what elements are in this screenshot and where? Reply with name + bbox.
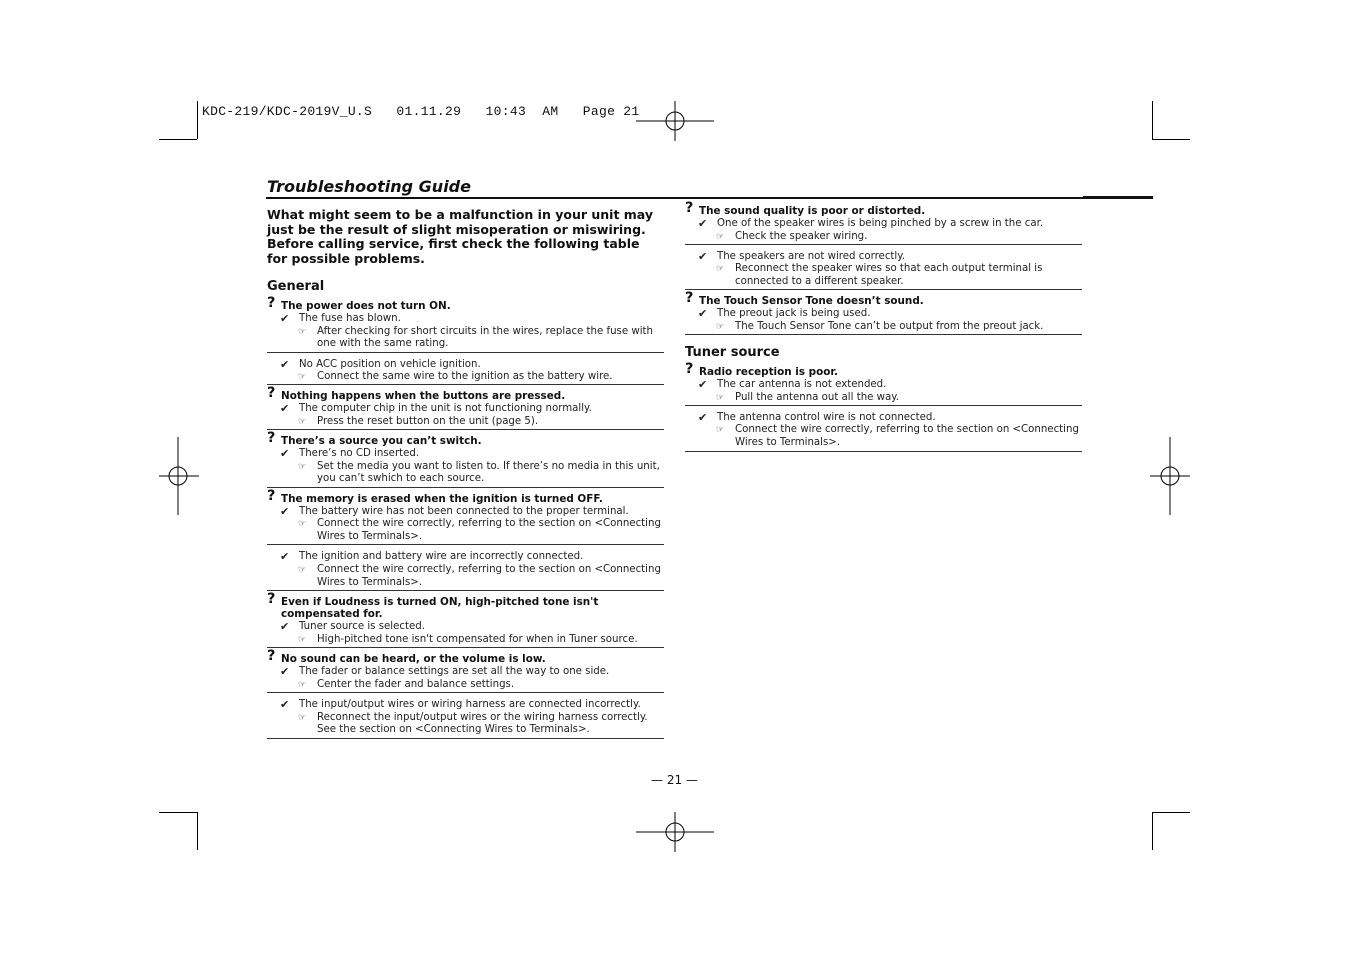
- crop-mark: [159, 139, 197, 140]
- cause-text: The antenna control wire is not connected.: [717, 411, 936, 423]
- cause-remedy-pair: [685, 379, 1082, 406]
- remedy-line: [267, 564, 664, 590]
- problem-question: [267, 430, 664, 448]
- cause-line: [685, 218, 1082, 231]
- problem-question-text: Nothing happens when the buttons are pressed.: [281, 390, 566, 403]
- question-icon: ?: [267, 487, 276, 504]
- registration-mark-icon: [159, 437, 199, 515]
- pointing-hand-icon: ☞: [298, 519, 307, 530]
- pointing-hand-icon: ☞: [298, 461, 307, 472]
- registration-mark-icon: [636, 812, 714, 852]
- cause-text: The ignition and battery wire are incorrectly connected.: [299, 551, 584, 563]
- problem-question: [685, 361, 1082, 379]
- pointing-hand-icon: ☞: [716, 321, 725, 332]
- remedy-text: Connect the same wire to the ignition as the battery wire.: [317, 371, 613, 383]
- pointing-hand-icon: ☞: [716, 264, 725, 275]
- problem-question-text: The sound quality is poor or distorted.: [699, 205, 926, 217]
- cause-text: The battery wire has not been connected to the proper terminal.: [299, 505, 629, 517]
- cause-text: The input/output wires or wiring harness are connected incorrectly.: [299, 699, 641, 711]
- check-icon: ✔: [280, 550, 290, 564]
- remedy-text: The Touch Sensor Tone can’t be output from the preout jack.: [735, 320, 1044, 332]
- problem-item: [267, 385, 664, 430]
- check-icon: ✔: [698, 307, 708, 321]
- remedy-text: Press the reset button on the unit (page 5).: [317, 415, 539, 427]
- cause-remedy-pair: [267, 666, 664, 693]
- problem-item: [685, 290, 1082, 335]
- crop-mark: [197, 812, 198, 850]
- question-icon: ?: [267, 430, 276, 447]
- remedy-line: [267, 712, 664, 738]
- remedy-line: [267, 679, 664, 692]
- remedy-line: [685, 392, 1082, 405]
- cause-line: [267, 448, 664, 461]
- problem-question: [267, 295, 664, 313]
- check-icon: ✔: [698, 378, 708, 392]
- cause-remedy-pair: [267, 506, 664, 546]
- question-icon: ?: [267, 295, 276, 311]
- check-icon: ✔: [280, 447, 290, 461]
- left-column: [267, 205, 664, 744]
- check-icon: ✔: [280, 357, 290, 371]
- cause-remedy-pair: [267, 359, 664, 386]
- problem-question-text: There’s a source you can’t switch.: [281, 435, 482, 448]
- intro-text: What might seem to be a malfunction in your unit may just be the result of slight misoperation or miswiring. Before calling service, first check the following table for possible problems.: [267, 207, 653, 266]
- problem-item: [267, 590, 664, 648]
- remedy-text: Center the fader and balance settings.: [317, 678, 515, 690]
- registration-mark-icon: [636, 101, 714, 141]
- problem-question: [685, 290, 1082, 308]
- cause-text: The fuse has blown.: [299, 313, 401, 324]
- cause-text: The computer chip in the unit is not functioning normally.: [299, 403, 592, 415]
- pointing-hand-icon: ☞: [298, 634, 307, 645]
- cause-text: The speakers are not wired correctly.: [717, 250, 906, 262]
- problem-list-right-top: [685, 200, 1082, 335]
- problem-item: [267, 648, 664, 738]
- crop-mark: [1152, 812, 1153, 850]
- problem-list-tuner: [685, 361, 1082, 451]
- cause-line: [685, 251, 1082, 264]
- cause-text: There’s no CD inserted.: [299, 448, 420, 460]
- problem-question-text: The power does not turn ON.: [281, 300, 451, 312]
- problem-question: [267, 648, 664, 666]
- pointing-hand-icon: ☞: [298, 679, 307, 690]
- cause-remedy-pair: [685, 251, 1082, 291]
- problem-item: [267, 295, 664, 385]
- remedy-text: Pull the antenna out all the way.: [735, 391, 900, 403]
- problem-question-text: No sound can be heard, or the volume is low.: [281, 653, 546, 666]
- pointing-hand-icon: ☞: [298, 712, 307, 723]
- cause-line: [685, 412, 1082, 425]
- cause-remedy-pair: [685, 218, 1082, 245]
- cause-text: The preout jack is being used.: [717, 308, 871, 320]
- title-rule-accent: [1083, 196, 1153, 199]
- remedy-text: Check the speaker wiring.: [735, 230, 868, 242]
- page-number: — 21 —: [651, 773, 698, 787]
- check-icon: ✔: [698, 249, 708, 263]
- cause-text: The fader or balance settings are set all the way to one side.: [299, 666, 610, 678]
- crop-mark: [159, 812, 197, 813]
- check-icon: ✔: [280, 620, 290, 634]
- registration-mark-icon: [1150, 437, 1190, 515]
- pointing-hand-icon: ☞: [298, 372, 307, 383]
- cause-remedy-pair: [685, 308, 1082, 335]
- crop-mark: [1152, 101, 1153, 139]
- cause-remedy-pair: [267, 403, 664, 430]
- remedy-text: Reconnect the speaker wires so that each output terminal is connected to a different speaker.: [735, 263, 1043, 288]
- cause-remedy-pair: [267, 448, 664, 488]
- crop-mark: [197, 101, 198, 139]
- problem-item: [685, 200, 1082, 290]
- remedy-text: Reconnect the input/output wires or the wiring harness correctly. See the section on <Connecting Wires to Terminals>.: [317, 711, 648, 736]
- remedy-line: [685, 231, 1082, 244]
- check-icon: ✔: [280, 312, 290, 325]
- question-icon: ?: [685, 200, 694, 216]
- remedy-text: Connect the wire correctly, referring to the section on <Connecting Wires to Terminals>.: [317, 563, 661, 588]
- remedy-text: High-pitched tone isn't compensated for when in Tuner source.: [317, 633, 638, 645]
- remedy-line: [267, 461, 664, 487]
- cause-line: [685, 308, 1082, 321]
- remedy-line: [685, 321, 1082, 334]
- problem-question: [267, 590, 664, 621]
- remedy-text: Connect the wire correctly, referring to the section on <Connecting Wires to Terminals>.: [735, 424, 1079, 449]
- check-icon: ✔: [698, 217, 708, 230]
- question-icon: ?: [267, 648, 276, 665]
- cause-remedy-pair: [267, 551, 664, 591]
- pointing-hand-icon: ☞: [716, 425, 725, 436]
- pointing-hand-icon: ☞: [298, 326, 307, 337]
- cause-remedy-pair: [685, 412, 1082, 452]
- cause-line: [267, 551, 664, 564]
- problem-question-text: Radio reception is poor.: [699, 366, 838, 379]
- cause-text: No ACC position on vehicle ignition.: [299, 358, 481, 370]
- remedy-line: [267, 518, 664, 544]
- cause-line: [267, 666, 664, 679]
- cause-line: [267, 621, 664, 634]
- problem-list-general: [267, 295, 664, 739]
- problem-question-text: Even if Loudness is turned ON, high-pitched tone isn't compensated for.: [281, 595, 599, 621]
- cause-line: [267, 699, 664, 712]
- problem-item: [685, 361, 1082, 451]
- section-title-general: General: [267, 279, 325, 294]
- section-title-tuner-source: Tuner source: [685, 345, 780, 361]
- cause-remedy-pair: [267, 621, 664, 648]
- page-title: Troubleshooting Guide: [267, 177, 471, 196]
- question-icon: ?: [267, 590, 276, 607]
- question-icon: ?: [267, 385, 276, 402]
- remedy-line: [267, 416, 664, 429]
- problem-question: [267, 487, 664, 506]
- crop-mark: [1152, 812, 1190, 813]
- problem-question: [267, 385, 664, 403]
- remedy-text: Set the media you want to listen to. If there’s no media in this unit, you can’t swhich to each source.: [317, 460, 660, 485]
- remedy-line: [267, 326, 664, 352]
- pointing-hand-icon: ☞: [298, 416, 307, 427]
- title-rule: [266, 197, 1152, 199]
- problem-question: [685, 200, 1082, 218]
- check-icon: ✔: [280, 698, 290, 712]
- pointing-hand-icon: ☞: [716, 392, 725, 403]
- cause-text: The car antenna is not extended.: [717, 379, 887, 391]
- crop-mark: [1152, 139, 1190, 140]
- remedy-text: After checking for short circuits in the wires, replace the fuse with one with the same rating.: [317, 325, 653, 350]
- cause-text: Tuner source is selected.: [299, 621, 425, 633]
- cause-line: [267, 313, 664, 326]
- problem-question-text: The Touch Sensor Tone doesn’t sound.: [699, 295, 924, 308]
- cause-line: [267, 506, 664, 519]
- cause-line: [685, 379, 1082, 392]
- check-icon: ✔: [280, 665, 290, 679]
- check-icon: ✔: [280, 504, 290, 518]
- remedy-line: [267, 371, 664, 384]
- question-icon: ?: [685, 290, 694, 307]
- right-column: [685, 200, 1082, 457]
- remedy-line: [685, 424, 1082, 450]
- problem-question-text: The memory is erased when the ignition is turned OFF.: [281, 492, 603, 505]
- pointing-hand-icon: ☞: [298, 564, 307, 575]
- check-icon: ✔: [698, 410, 708, 424]
- remedy-line: [685, 263, 1082, 289]
- remedy-line: [267, 634, 664, 647]
- remedy-text: Connect the wire correctly, referring to the section on <Connecting Wires to Terminals>.: [317, 518, 661, 543]
- problem-item: [267, 487, 664, 591]
- cause-line: [267, 403, 664, 416]
- cause-text: One of the speaker wires is being pinched by a screw in the car.: [717, 218, 1044, 229]
- cause-remedy-pair: [267, 313, 664, 353]
- pointing-hand-icon: ☞: [716, 231, 725, 242]
- print-slug: KDC-219/KDC-2019V_U.S 01.11.29 10:43 AM Page 21: [202, 104, 640, 119]
- problem-item: [267, 430, 664, 488]
- cause-line: [267, 359, 664, 372]
- cause-remedy-pair: [267, 699, 664, 739]
- check-icon: ✔: [280, 402, 290, 416]
- question-icon: ?: [685, 361, 694, 378]
